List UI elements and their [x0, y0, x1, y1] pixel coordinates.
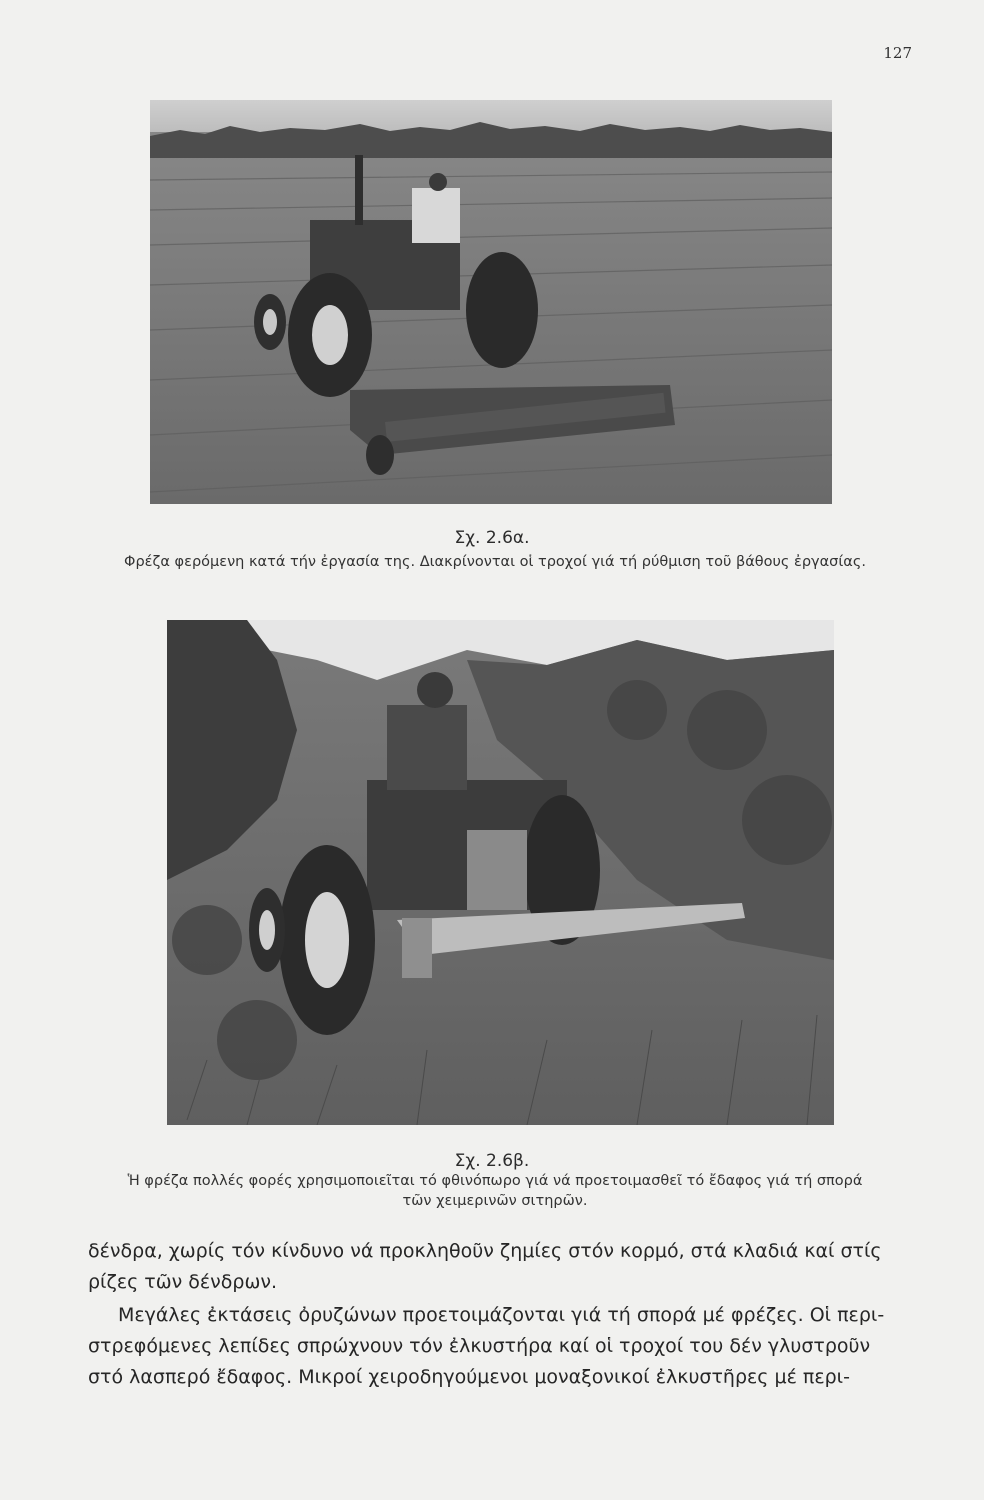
figure-a-caption: Φρέζα φερόμενη κατά τήν ἐργασία της. Διακρίνονται οἱ τροχοί γιά τή ρύθμιση τοῦ βάθους ἐργασίας.	[124, 554, 866, 570]
body-line: στό λασπερό ἔδαφος. Μικροί χειροδηγούμενοι μοναξονικοί ἐλκυστῆρες μέ περι-	[88, 1366, 850, 1388]
body-line: ρίζες τῶν δένδρων.	[88, 1271, 278, 1293]
page-number: 127	[883, 44, 912, 62]
figure-b-caption	[60, 1172, 930, 1211]
figure-a-photo	[150, 100, 832, 504]
figure-b-label: Σχ. 2.6β.	[454, 1151, 530, 1171]
figure-b-caption-line2: τῶν χειμερινῶν σιτηρῶν.	[402, 1192, 588, 1209]
figure-b-photo	[167, 620, 834, 1125]
figure-a-label: Σχ. 2.6α.	[454, 528, 530, 548]
body-line: Μεγάλες ἐκτάσεις ὀρυζώνων προετοιμάζονται γιά τή σπορά μέ φρέζες. Οἱ περι-	[118, 1304, 885, 1326]
body-line: δένδρα, χωρίς τόν κίνδυνο νά προκληθοῦν ζημίες στόν κορμό, στά κλαδιά καί στίς	[88, 1240, 882, 1262]
body-line: στρεφόμενες λεπίδες σπρώχνουν τόν ἐλκυστήρα καί οἱ τροχοί του δέν γλυστροῦν	[88, 1335, 871, 1357]
figure-b-caption-line1: Ἡ φρέζα πολλές φορές χρησιμοποιεῖται τό φθινόπωρο γιά νά προετοιμασθεῖ τό ἔδαφος γιά τή σπορά	[127, 1173, 863, 1189]
